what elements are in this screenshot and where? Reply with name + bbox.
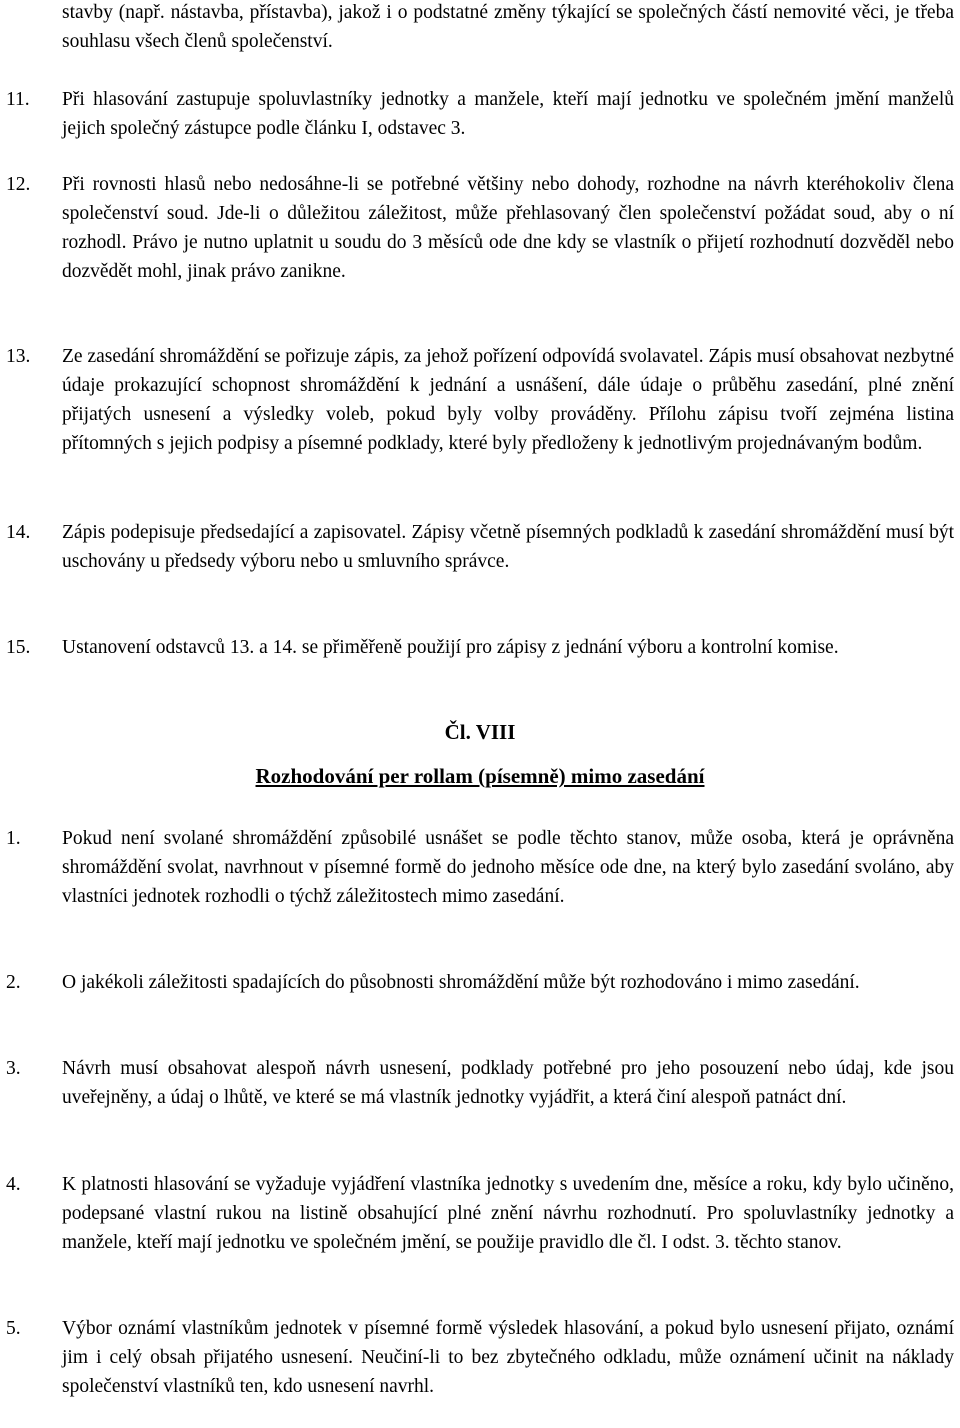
paragraph-11 <box>6 85 954 143</box>
paragraph-text: Při rovnosti hlasů nebo nedosáhne-li se potřebné většiny nebo dohody, rozhodne na návrh kteréhokoliv člena společenství soud. Jde-li o důležitou záležitost, může přehlasovaný člen společenství požádat soud, aby o ní rozhodl. Právo je nutno uplatnit u soudu do 3 měsíců ode dne kdy se vlastník o přijetí rozhodnutí dozvěděl nebo dozvědět mohl, jinak právo zanikne. <box>62 174 954 282</box>
paragraph-text: Pokud není svolané shromáždění způsobilé usnášet se podle těchto stanov, může osoba, která je oprávněna shromáždění svolat, navrhnout v písemné formě do jednoho měsíce ode dne, na který bylo zasedání svoláno, aby vlastníci jednotek rozhodli o týchž záležitostech mimo zasedání. <box>62 828 954 907</box>
paragraph-number: 3. <box>6 1058 21 1079</box>
paragraph-number: 11. <box>6 89 30 110</box>
paragraph-number: 1. <box>6 828 21 849</box>
paragraph-number: 14. <box>6 522 31 543</box>
paragraph-text: Návrh musí obsahovat alespoň návrh usnesení, podklady potřebné pro jeho posouzení nebo údaj, kde jsou uveřejněny, a údaj o lhůtě, ve které se má vlastník jednotky vyjádřit, a která činí alespoň patnáct dní. <box>62 1058 954 1108</box>
paragraph-14 <box>6 518 954 576</box>
paragraph-number: 2. <box>6 972 21 993</box>
paragraph-number: 5. <box>6 1318 21 1339</box>
paragraph-number: 13. <box>6 346 31 367</box>
article-heading: Čl. VIII <box>444 720 516 744</box>
paragraph-text: Výbor oznámí vlastníkům jednotek v písemné formě výsledek hlasování, a pokud bylo usnesení přijato, oznámí jim i celý obsah přijatého usnesení. Neučiní-li to bez zbytečného odkladu, může oznámení učinit na náklady společenství vlastníků ten, kdo usnesení navrhl. <box>62 1318 954 1397</box>
paragraph-text: Ustanovení odstavců 13. a 14. se přiměřeně použijí pro zápisy z jednání výboru a kontrolní komise. <box>62 637 839 658</box>
paragraph-text: Při hlasování zastupuje spoluvlastníky jednotky a manžele, kteří mají jednotku ve společném jmění manželů jejich společný zástupce podle článku I, odstavec 3. <box>62 89 954 139</box>
article-viii-paragraph-2 <box>6 968 954 997</box>
article-subheading: Rozhodování per rollam (písemně) mimo zasedání <box>255 764 705 788</box>
paragraph-13 <box>6 342 954 458</box>
paragraph-text: Ze zasedání shromáždění se pořizuje zápis, za jehož pořízení odpovídá svolavatel. Zápis musí obsahovat nezbytné údaje prokazující schopnost shromáždění k jednání a usnášení, dále údaje o průběhu zasedání, plné znění přijatých usnesení a výsledky voleb, pokud byly volby prováděny. Přílohu zápisu tvoří zejména listina přítomných s jejich podpisy a písemné podklady, které byly předloženy k jednotlivým projednávaným bodům. <box>62 346 954 454</box>
intro-fragment: stavby (např. nástavba, přístavba), jakož i o podstatné změny týkající se společných částí nemovité věci, je třeba souhlasu všech členů společenství. <box>62 2 954 52</box>
paragraph-number: 15. <box>6 637 31 658</box>
article-viii-paragraph-3 <box>6 1054 954 1112</box>
article-viii-paragraph-4 <box>6 1170 954 1257</box>
paragraph-text: O jakékoli záležitosti spadajících do působnosti shromáždění může být rozhodováno i mimo zasedání. <box>62 972 860 993</box>
paragraph-text: K platnosti hlasování se vyžaduje vyjádření vlastníka jednotky s uvedením dne, měsíce a roku, kdy bylo učiněno, podepsané vlastní rukou na listině obsahující plné znění návrhu rozhodnutí. Pro spoluvlastníky jednotky a manžele, kteří mají jednotku ve společném jmění, se použije pravidlo dle čl. I odst. 3. těchto stanov. <box>62 1174 954 1253</box>
paragraph-text: Zápis podepisuje předsedající a zapisovatel. Zápisy včetně písemných podkladů k zasedání shromáždění musí být uschovány u předsedy výboru nebo u smluvního správce. <box>62 522 954 572</box>
paragraph-number: 4. <box>6 1174 21 1195</box>
paragraph-15 <box>6 633 954 662</box>
paragraph-12 <box>6 170 954 286</box>
article-viii-paragraph-5 <box>6 1314 954 1401</box>
paragraph-number: 12. <box>6 174 31 195</box>
article-viii-paragraph-1 <box>6 824 954 911</box>
